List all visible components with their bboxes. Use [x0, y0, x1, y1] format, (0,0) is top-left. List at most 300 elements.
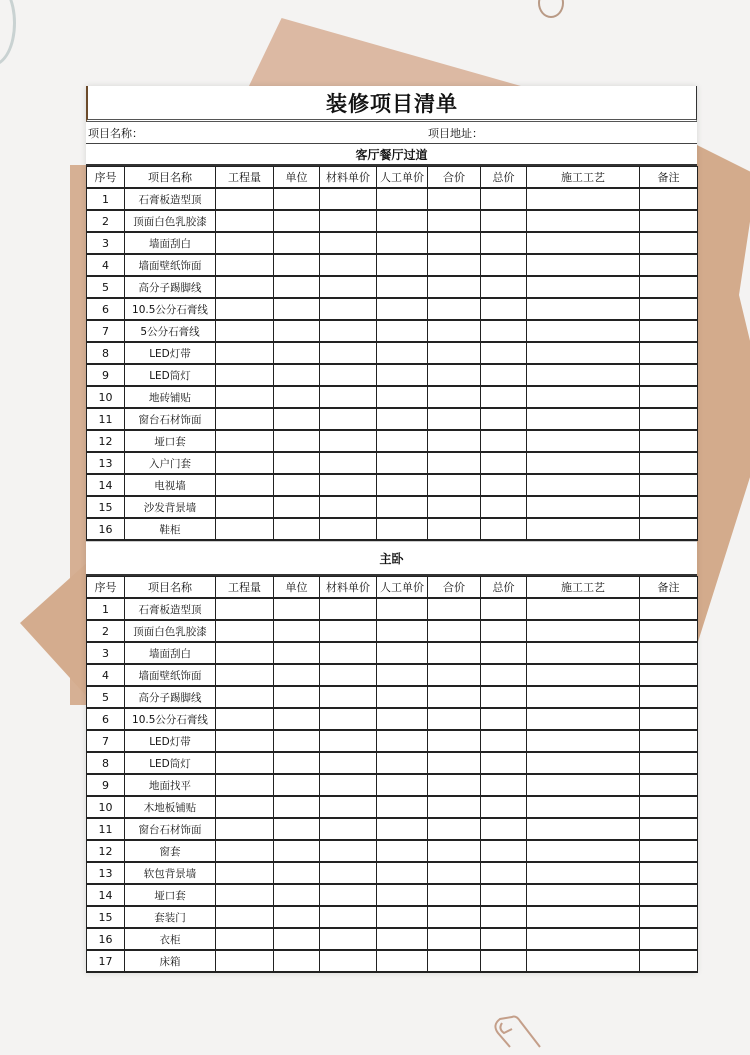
row-number: 15 — [87, 496, 125, 518]
empty-cell[interactable] — [527, 254, 640, 276]
empty-cell[interactable] — [481, 730, 527, 752]
empty-cell[interactable] — [274, 598, 320, 620]
empty-cell[interactable] — [527, 642, 640, 664]
empty-cell[interactable] — [428, 518, 481, 540]
empty-cell[interactable] — [428, 708, 481, 730]
empty-cell[interactable] — [428, 254, 481, 276]
empty-cell[interactable] — [216, 188, 274, 210]
empty-cell[interactable] — [216, 642, 274, 664]
empty-cell[interactable] — [640, 518, 698, 540]
empty-cell[interactable] — [216, 620, 274, 642]
empty-cell[interactable] — [320, 840, 377, 862]
empty-cell[interactable] — [274, 276, 320, 298]
empty-cell[interactable] — [377, 862, 428, 884]
empty-cell[interactable] — [481, 254, 527, 276]
empty-cell[interactable] — [274, 342, 320, 364]
item-name: 木地板铺贴 — [125, 796, 216, 818]
empty-cell[interactable] — [481, 752, 527, 774]
empty-cell[interactable] — [428, 276, 481, 298]
empty-cell[interactable] — [377, 408, 428, 430]
empty-cell[interactable] — [640, 496, 698, 518]
item-name: 墙面壁纸饰面 — [125, 664, 216, 686]
empty-cell[interactable] — [216, 906, 274, 928]
empty-cell[interactable] — [481, 928, 527, 950]
empty-cell[interactable] — [640, 752, 698, 774]
empty-cell[interactable] — [320, 254, 377, 276]
empty-cell[interactable] — [377, 364, 428, 386]
row-number: 10 — [87, 796, 125, 818]
empty-cell[interactable] — [481, 686, 527, 708]
row-number: 2 — [87, 210, 125, 232]
empty-cell[interactable] — [428, 496, 481, 518]
empty-cell[interactable] — [481, 518, 527, 540]
empty-cell[interactable] — [216, 518, 274, 540]
empty-cell[interactable] — [216, 950, 274, 972]
empty-cell[interactable] — [320, 408, 377, 430]
empty-cell[interactable] — [320, 774, 377, 796]
empty-cell[interactable] — [377, 386, 428, 408]
empty-cell[interactable] — [527, 320, 640, 342]
empty-cell[interactable] — [216, 386, 274, 408]
empty-cell[interactable] — [428, 950, 481, 972]
empty-cell[interactable] — [216, 210, 274, 232]
empty-cell[interactable] — [377, 474, 428, 496]
empty-cell[interactable] — [274, 884, 320, 906]
empty-cell[interactable] — [481, 452, 527, 474]
empty-cell[interactable] — [377, 188, 428, 210]
item-name: 顶面白色乳胶漆 — [125, 210, 216, 232]
empty-cell[interactable] — [640, 862, 698, 884]
empty-cell[interactable] — [527, 188, 640, 210]
item-name: 5公分石膏线 — [125, 320, 216, 342]
item-name: 垭口套 — [125, 884, 216, 906]
empty-cell[interactable] — [428, 430, 481, 452]
empty-cell[interactable] — [274, 620, 320, 642]
empty-cell[interactable] — [216, 598, 274, 620]
empty-cell[interactable] — [428, 474, 481, 496]
empty-cell[interactable] — [216, 840, 274, 862]
empty-cell[interactable] — [274, 452, 320, 474]
item-name: 墙面刮白 — [125, 232, 216, 254]
empty-cell[interactable] — [640, 254, 698, 276]
empty-cell[interactable] — [481, 364, 527, 386]
empty-cell[interactable] — [527, 862, 640, 884]
item-name: 石膏板造型顶 — [125, 598, 216, 620]
empty-cell[interactable] — [320, 862, 377, 884]
empty-cell[interactable] — [428, 928, 481, 950]
empty-cell[interactable] — [320, 210, 377, 232]
empty-cell[interactable] — [274, 664, 320, 686]
empty-cell[interactable] — [320, 430, 377, 452]
empty-cell[interactable] — [274, 474, 320, 496]
empty-cell[interactable] — [527, 430, 640, 452]
empty-cell[interactable] — [274, 774, 320, 796]
empty-cell[interactable] — [216, 796, 274, 818]
empty-cell[interactable] — [527, 950, 640, 972]
empty-cell[interactable] — [640, 620, 698, 642]
empty-cell[interactable] — [377, 254, 428, 276]
empty-cell[interactable] — [640, 598, 698, 620]
empty-cell[interactable] — [428, 598, 481, 620]
empty-cell[interactable] — [640, 342, 698, 364]
empty-cell[interactable] — [216, 730, 274, 752]
empty-cell[interactable] — [320, 276, 377, 298]
empty-cell[interactable] — [481, 320, 527, 342]
empty-cell[interactable] — [377, 928, 428, 950]
empty-cell[interactable] — [640, 232, 698, 254]
item-name: 高分子踢脚线 — [125, 276, 216, 298]
empty-cell[interactable] — [481, 276, 527, 298]
empty-cell[interactable] — [274, 232, 320, 254]
empty-cell[interactable] — [274, 364, 320, 386]
empty-cell[interactable] — [216, 774, 274, 796]
empty-cell[interactable] — [527, 232, 640, 254]
item-name: 墙面刮白 — [125, 642, 216, 664]
empty-cell[interactable] — [216, 496, 274, 518]
empty-cell[interactable] — [377, 906, 428, 928]
empty-cell[interactable] — [320, 730, 377, 752]
empty-cell[interactable] — [527, 598, 640, 620]
empty-cell[interactable] — [481, 774, 527, 796]
empty-cell[interactable] — [640, 664, 698, 686]
empty-cell[interactable] — [527, 840, 640, 862]
empty-cell[interactable] — [527, 342, 640, 364]
empty-cell[interactable] — [377, 496, 428, 518]
empty-cell[interactable] — [320, 386, 377, 408]
empty-cell[interactable] — [640, 884, 698, 906]
empty-cell[interactable] — [527, 298, 640, 320]
empty-cell[interactable] — [377, 642, 428, 664]
table-row — [87, 342, 698, 364]
project-name-label: 项目名称： — [88, 126, 143, 140]
empty-cell[interactable] — [320, 928, 377, 950]
empty-cell[interactable] — [274, 686, 320, 708]
table-row — [87, 774, 698, 796]
empty-cell[interactable] — [640, 642, 698, 664]
empty-cell[interactable] — [377, 730, 428, 752]
empty-cell[interactable] — [377, 298, 428, 320]
empty-cell[interactable] — [274, 906, 320, 928]
empty-cell[interactable] — [320, 950, 377, 972]
empty-cell[interactable] — [428, 386, 481, 408]
empty-cell[interactable] — [481, 796, 527, 818]
empty-cell[interactable] — [274, 518, 320, 540]
empty-cell[interactable] — [428, 210, 481, 232]
empty-cell[interactable] — [274, 386, 320, 408]
row-number: 10 — [87, 386, 125, 408]
empty-cell[interactable] — [428, 840, 481, 862]
empty-cell[interactable] — [640, 188, 698, 210]
empty-cell[interactable] — [527, 730, 640, 752]
empty-cell[interactable] — [527, 774, 640, 796]
empty-cell[interactable] — [481, 386, 527, 408]
empty-cell[interactable] — [274, 928, 320, 950]
empty-cell[interactable] — [320, 884, 377, 906]
empty-cell[interactable] — [527, 452, 640, 474]
empty-cell[interactable] — [320, 188, 377, 210]
empty-cell[interactable] — [320, 664, 377, 686]
empty-cell[interactable] — [481, 664, 527, 686]
empty-cell[interactable] — [527, 620, 640, 642]
empty-cell[interactable] — [274, 642, 320, 664]
empty-cell[interactable] — [481, 474, 527, 496]
empty-cell[interactable] — [481, 950, 527, 972]
empty-cell[interactable] — [216, 452, 274, 474]
empty-cell[interactable] — [481, 408, 527, 430]
empty-cell[interactable] — [320, 474, 377, 496]
empty-cell[interactable] — [216, 818, 274, 840]
empty-cell[interactable] — [274, 950, 320, 972]
empty-cell[interactable] — [320, 906, 377, 928]
empty-cell[interactable] — [377, 840, 428, 862]
empty-cell[interactable] — [640, 408, 698, 430]
row-number: 14 — [87, 884, 125, 906]
empty-cell[interactable] — [527, 686, 640, 708]
section-title: 主卧 — [86, 541, 697, 576]
empty-cell[interactable] — [640, 730, 698, 752]
empty-cell[interactable] — [481, 884, 527, 906]
empty-cell[interactable] — [377, 884, 428, 906]
empty-cell[interactable] — [320, 686, 377, 708]
sections-container — [86, 144, 697, 973]
empty-cell[interactable] — [274, 752, 320, 774]
empty-cell[interactable] — [428, 232, 481, 254]
empty-cell[interactable] — [320, 298, 377, 320]
empty-cell[interactable] — [216, 298, 274, 320]
empty-cell[interactable] — [640, 928, 698, 950]
item-name: 沙发背景墙 — [125, 496, 216, 518]
empty-cell[interactable] — [428, 818, 481, 840]
empty-cell[interactable] — [428, 774, 481, 796]
empty-cell[interactable] — [274, 254, 320, 276]
column-header: 项目名称 — [125, 577, 216, 599]
empty-cell[interactable] — [377, 818, 428, 840]
item-name: 地砖铺贴 — [125, 386, 216, 408]
empty-cell[interactable] — [216, 408, 274, 430]
empty-cell[interactable] — [428, 730, 481, 752]
empty-cell[interactable] — [428, 620, 481, 642]
item-name: 窗台石材饰面 — [125, 818, 216, 840]
empty-cell[interactable] — [274, 496, 320, 518]
column-header: 备注 — [640, 167, 698, 189]
table-row — [87, 664, 698, 686]
empty-cell[interactable] — [377, 598, 428, 620]
empty-cell[interactable] — [481, 840, 527, 862]
empty-cell[interactable] — [216, 254, 274, 276]
empty-cell[interactable] — [320, 796, 377, 818]
row-number: 3 — [87, 642, 125, 664]
empty-cell[interactable] — [481, 232, 527, 254]
empty-cell[interactable] — [377, 774, 428, 796]
column-header: 总价 — [481, 577, 527, 599]
empty-cell[interactable] — [216, 232, 274, 254]
empty-cell[interactable] — [216, 708, 274, 730]
empty-cell[interactable] — [377, 342, 428, 364]
empty-cell[interactable] — [320, 620, 377, 642]
empty-cell[interactable] — [640, 430, 698, 452]
empty-cell[interactable] — [274, 840, 320, 862]
empty-cell[interactable] — [428, 906, 481, 928]
empty-cell[interactable] — [527, 928, 640, 950]
empty-cell[interactable] — [216, 342, 274, 364]
empty-cell[interactable] — [377, 276, 428, 298]
empty-cell[interactable] — [320, 752, 377, 774]
empty-cell[interactable] — [320, 598, 377, 620]
empty-cell[interactable] — [527, 884, 640, 906]
empty-cell[interactable] — [481, 818, 527, 840]
empty-cell[interactable] — [320, 232, 377, 254]
empty-cell[interactable] — [428, 408, 481, 430]
empty-cell[interactable] — [481, 862, 527, 884]
empty-cell[interactable] — [640, 364, 698, 386]
empty-cell[interactable] — [640, 210, 698, 232]
empty-cell[interactable] — [377, 210, 428, 232]
empty-cell[interactable] — [527, 474, 640, 496]
empty-cell[interactable] — [527, 496, 640, 518]
empty-cell[interactable] — [377, 796, 428, 818]
empty-cell[interactable] — [481, 906, 527, 928]
empty-cell[interactable] — [216, 928, 274, 950]
empty-cell[interactable] — [320, 496, 377, 518]
empty-cell[interactable] — [640, 298, 698, 320]
empty-cell[interactable] — [527, 276, 640, 298]
empty-cell[interactable] — [320, 342, 377, 364]
table-row — [87, 708, 698, 730]
empty-cell[interactable] — [377, 752, 428, 774]
empty-cell[interactable] — [274, 796, 320, 818]
empty-cell[interactable] — [428, 188, 481, 210]
empty-cell[interactable] — [274, 408, 320, 430]
empty-cell[interactable] — [216, 276, 274, 298]
empty-cell[interactable] — [274, 818, 320, 840]
empty-cell[interactable] — [377, 708, 428, 730]
empty-cell[interactable] — [428, 298, 481, 320]
empty-cell[interactable] — [216, 884, 274, 906]
empty-cell[interactable] — [320, 818, 377, 840]
empty-cell[interactable] — [377, 232, 428, 254]
empty-cell[interactable] — [377, 518, 428, 540]
empty-cell[interactable] — [320, 320, 377, 342]
empty-cell[interactable] — [428, 642, 481, 664]
empty-cell[interactable] — [481, 708, 527, 730]
empty-cell[interactable] — [527, 906, 640, 928]
empty-cell[interactable] — [640, 774, 698, 796]
empty-cell[interactable] — [640, 276, 698, 298]
empty-cell[interactable] — [481, 298, 527, 320]
empty-cell[interactable] — [481, 620, 527, 642]
empty-cell[interactable] — [527, 408, 640, 430]
empty-cell[interactable] — [527, 818, 640, 840]
empty-cell[interactable] — [527, 386, 640, 408]
empty-cell[interactable] — [428, 342, 481, 364]
empty-cell[interactable] — [274, 708, 320, 730]
empty-cell[interactable] — [320, 518, 377, 540]
empty-cell[interactable] — [527, 210, 640, 232]
empty-cell[interactable] — [640, 686, 698, 708]
empty-cell[interactable] — [428, 686, 481, 708]
empty-cell[interactable] — [640, 818, 698, 840]
empty-cell[interactable] — [527, 708, 640, 730]
table-row — [87, 188, 698, 210]
empty-cell[interactable] — [274, 430, 320, 452]
empty-cell[interactable] — [527, 752, 640, 774]
empty-cell[interactable] — [481, 430, 527, 452]
empty-cell[interactable] — [481, 496, 527, 518]
empty-cell[interactable] — [527, 364, 640, 386]
empty-cell[interactable] — [377, 620, 428, 642]
empty-cell[interactable] — [274, 320, 320, 342]
empty-cell[interactable] — [216, 474, 274, 496]
empty-cell[interactable] — [216, 320, 274, 342]
empty-cell[interactable] — [216, 664, 274, 686]
empty-cell[interactable] — [428, 884, 481, 906]
empty-cell[interactable] — [481, 598, 527, 620]
empty-cell[interactable] — [640, 320, 698, 342]
empty-cell[interactable] — [377, 686, 428, 708]
empty-cell[interactable] — [527, 518, 640, 540]
empty-cell[interactable] — [274, 210, 320, 232]
empty-cell[interactable] — [377, 452, 428, 474]
column-header: 施工工艺 — [527, 167, 640, 189]
empty-cell[interactable] — [216, 686, 274, 708]
empty-cell[interactable] — [377, 430, 428, 452]
table-row — [87, 430, 698, 452]
table-row — [87, 862, 698, 884]
empty-cell[interactable] — [320, 642, 377, 664]
empty-cell[interactable] — [274, 730, 320, 752]
row-number: 16 — [87, 518, 125, 540]
empty-cell[interactable] — [320, 364, 377, 386]
empty-cell[interactable] — [428, 664, 481, 686]
empty-cell[interactable] — [640, 452, 698, 474]
empty-cell[interactable] — [481, 342, 527, 364]
empty-cell[interactable] — [428, 862, 481, 884]
empty-cell[interactable] — [274, 862, 320, 884]
empty-cell[interactable] — [640, 906, 698, 928]
empty-cell[interactable] — [428, 452, 481, 474]
empty-cell[interactable] — [377, 950, 428, 972]
empty-cell[interactable] — [640, 796, 698, 818]
empty-cell[interactable] — [274, 298, 320, 320]
empty-cell[interactable] — [640, 708, 698, 730]
empty-cell[interactable] — [527, 664, 640, 686]
empty-cell[interactable] — [274, 188, 320, 210]
empty-cell[interactable] — [640, 950, 698, 972]
empty-cell[interactable] — [377, 664, 428, 686]
empty-cell[interactable] — [428, 752, 481, 774]
empty-cell[interactable] — [481, 642, 527, 664]
empty-cell[interactable] — [216, 752, 274, 774]
empty-cell[interactable] — [320, 708, 377, 730]
empty-cell[interactable] — [481, 188, 527, 210]
empty-cell[interactable] — [216, 430, 274, 452]
empty-cell[interactable] — [216, 862, 274, 884]
empty-cell[interactable] — [640, 840, 698, 862]
row-number: 9 — [87, 774, 125, 796]
empty-cell[interactable] — [216, 364, 274, 386]
title-row — [86, 86, 697, 122]
row-number: 7 — [87, 320, 125, 342]
empty-cell[interactable] — [377, 320, 428, 342]
empty-cell[interactable] — [428, 796, 481, 818]
empty-cell[interactable] — [428, 320, 481, 342]
empty-cell[interactable] — [640, 386, 698, 408]
empty-cell[interactable] — [320, 452, 377, 474]
empty-cell[interactable] — [428, 364, 481, 386]
empty-cell[interactable] — [527, 796, 640, 818]
empty-cell[interactable] — [640, 474, 698, 496]
empty-cell[interactable] — [481, 210, 527, 232]
